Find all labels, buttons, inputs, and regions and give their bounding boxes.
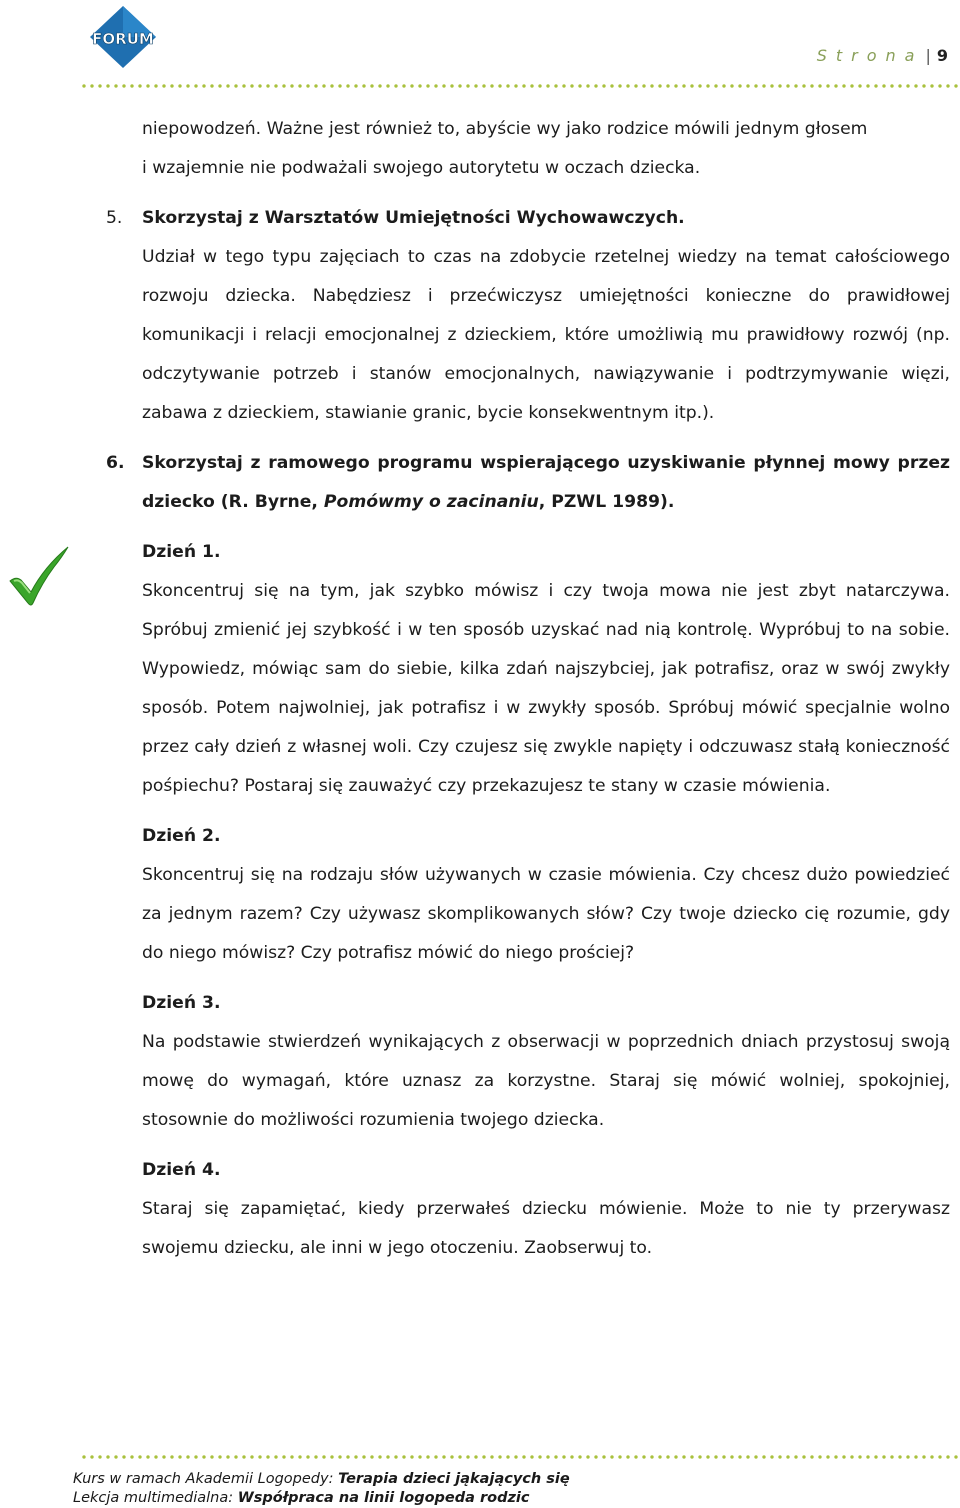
paragraph-intro [142,110,950,188]
footer-lesson-line [73,1489,570,1508]
list-number-6: 6. [106,453,125,473]
item-5-title: Skorzystaj z Warsztatów Umiejętności Wychowawczych. [142,208,685,228]
checkmark-icon [6,543,72,609]
footer-course-title: Terapia dzieci jąkających się [338,1471,570,1487]
intro-line-2: i wzajemnie nie podważali swojego autorytetu w oczach dziecka. [142,158,701,178]
item-5-body: Udział w tego typu zajęciach to czas na zdobycie rzetelnej wiedzy na temat całościowego rozwoju dziecka. Nabędziesz i przećwiczysz umiejętności konieczne do prawidłowej komunikacji i relacji emocjonalnej z dzieckiem, które umożliwią mu prawidłowy rozwój (np. odczytywanie potrzeb i stanów emocjonalnych, nawiązywanie i podtrzymywanie więzi, zabawa z dzieckiem, stawianie granic, bycie konsekwentnym itp.). [142,247,950,423]
document-body [106,110,950,1268]
page-word: Strona [816,46,924,65]
footer [73,1470,570,1508]
day-2-body: Skoncentruj się na rodzaju słów używanych w czasie mówienia. Czy chcesz dużo powiedzieć za jednym razem? Czy używasz skomplikowanych słów? Czy twoje dziecko cię rozumie, gdy do niego mówisz? Czy potrafisz mówić do niego prościej? [142,865,950,963]
footer-course-line [73,1470,570,1489]
list-number-5: 5. [106,208,123,228]
footer-divider [80,1455,960,1459]
day-3-body: Na podstawie stwierdzeń wynikających z obserwacji w poprzednich dniach przystosuj swoją mowę do wymagań, które uznasz za korzystne. Staraj się mówić wolniej, spokojniej, stosownie do możliwości rozumienia twojego dziecka. [142,1032,950,1130]
book-title: Pomówmy o zacinaniu [323,492,539,512]
day-4-body: Staraj się zapamiętać, kiedy przerwałeś dziecku mówienie. Może to nie ty przerywasz swojemu dziecku, ale inni w jego otoczeniu. Zaobserwuj to. [142,1199,950,1258]
day-1-heading: Dzień 1. [142,542,221,562]
intro-line-1: niepowodzeń. Ważne jest również to, abyście wy jako rodzice mówili jednym głosem [142,119,868,139]
list-item-6 [106,444,950,522]
page-indicator [817,46,948,65]
footer-course-label: Kurs w ramach Akademii Logopedy: [73,1471,339,1487]
page-separator: | [925,46,931,65]
item-6-title-part-b: , PZWL 1989). [538,492,675,512]
forum-logo [88,4,158,70]
footer-lesson-label: Lekcja multimedialna: [73,1490,238,1506]
day-4-heading: Dzień 4. [142,1160,221,1180]
footer-lesson-title: Współpraca na linii logopeda rodzic [237,1490,530,1506]
day-2-heading: Dzień 2. [142,826,221,846]
logo-text: FORUM [92,30,154,48]
day-1-body: Skoncentruj się na tym, jak szybko mówisz i czy twoja mowa nie jest zbyt natarczywa. Spróbuj zmienić jej szybkość i w ten sposób uzyskać nad nią kontrolę. Wypróbuj to na sobie. Wypowiedz, mówiąc sam do siebie, kilka zdań najszybciej, jak potrafisz, oraz w swój zwykły sposób. Potem najwolniej, jak potrafisz i w zwykły sposób. Spróbuj mówić specjalnie wolno przez cały dzień z własnej woli. Czy czujesz się zwykle napięty i odczuwasz stałą konieczność pośpiechu? Postaraj się zauważyć czy przekazujesz te stany w czasie mówienia. [142,581,950,796]
item-6-title [142,444,950,522]
day-3-heading: Dzień 3. [142,993,221,1013]
list-item-5 [106,199,950,433]
item-6-title-part-a: Skorzystaj z ramowego programu wspierającego uzyskiwanie płynnej mowy przez dziecko (R. Byrne, [142,453,950,512]
page-number: 9 [936,46,948,65]
header-divider [80,84,960,88]
